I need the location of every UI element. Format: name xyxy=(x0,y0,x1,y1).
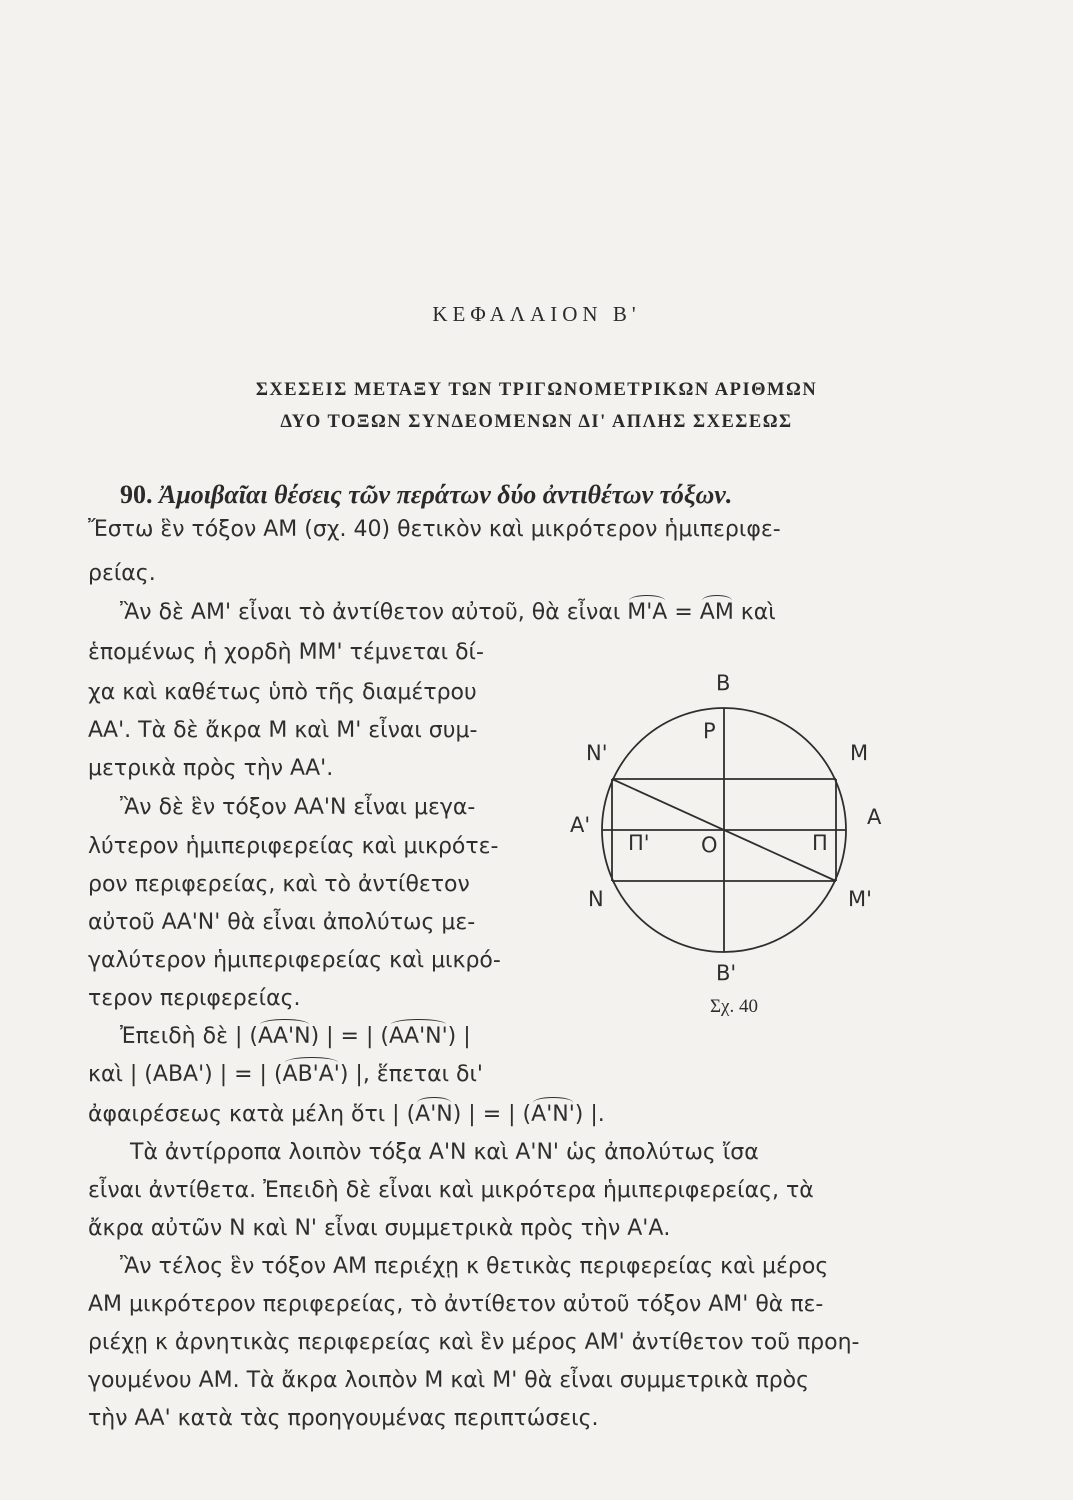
text-line: τερον περιφερείας. xyxy=(88,986,301,1011)
chapter-title-line-2: ΔΥΟ ΤΟΞΩΝ ΣΥΝΔΕΟΜΕΝΩΝ ΔΙ' ΑΠΛΗΣ ΣΧΕΣΕΩΣ xyxy=(280,412,793,432)
section-number: 90. xyxy=(120,480,153,509)
text-line: ἄκρα αὐτῶν Ν καὶ Ν' εἶναι συμμετρικὰ πρὸς τὴν Α'Α. xyxy=(88,1216,671,1241)
text-line xyxy=(88,1062,483,1087)
text-line: ρείας. xyxy=(88,561,156,586)
text-span: ) | xyxy=(447,1024,471,1049)
text-line: ἑπομένως ἡ χορδὴ ΜΜ' τέμνεται δί- xyxy=(88,640,484,665)
arc-notation: Α'Ν xyxy=(415,1102,453,1127)
text-line: μετρικὰ πρὸς τὴν ΑΑ'. xyxy=(88,756,334,781)
text-line: Ἂν τέλος ἓν τόξον ΑΜ περιέχῃ κ θετικὰς περιφερείας καὶ μέρος xyxy=(120,1254,829,1279)
text-span: ἀφαιρέσεως κατὰ μέλη ὅτι | ( xyxy=(88,1102,416,1127)
chapter-title-line-1: ΣΧΕΣΕΙΣ ΜΕΤΑΞΥ ΤΩΝ ΤΡΙΓΩΝΟΜΕΤΡΙΚΩΝ ΑΡΙΘΜΩΝ xyxy=(255,380,818,400)
text-line: Τὰ ἀντίρροπα λοιπὸν τόξα Α'Ν καὶ Α'Ν' ὡς ἀπολύτως ἴσα xyxy=(130,1140,759,1165)
text-line: Ἔστω ἓν τόξον ΑΜ (σχ. 40) θετικὸν καὶ μικρότερον ἡμιπεριφε- xyxy=(88,517,781,542)
label-M: Μ xyxy=(850,741,869,765)
figure-caption: Σχ. 40 xyxy=(710,996,758,1017)
text-line: λύτερον ἡμιπεριφερείας καὶ μικρότε- xyxy=(88,834,499,859)
arc-notation: ΑΑ'Ν' xyxy=(388,1024,448,1049)
label-A: Α xyxy=(867,805,882,829)
label-B: Β xyxy=(716,671,731,695)
text-span: Ἂν δὲ ΑΜ' εἶναι τὸ ἀντίθετον αὐτοῦ, θὰ εἶναι xyxy=(120,600,621,625)
section-heading xyxy=(120,480,732,510)
text-line: Ἂν δὲ ἓν τόξον ΑΑ'Ν εἶναι μεγα- xyxy=(120,795,476,820)
label-Pi: Π xyxy=(812,831,828,855)
text-line: γουμένου ΑΜ. Τὰ ἄκρα λοιπὸν Μ καὶ Μ' θὰ εἶναι συμμετρικὰ πρὸς xyxy=(88,1368,810,1393)
text-line: ΑΑ'. Τὰ δὲ ἄκρα Μ καὶ Μ' εἶναι συμ- xyxy=(88,718,478,743)
text-line: τὴν ΑΑ' κατὰ τὰς προηγουμένας περιπτώσεις. xyxy=(88,1406,599,1431)
arc-notation: Μ'Α xyxy=(627,600,668,625)
figure-40-diagram xyxy=(560,660,900,1030)
label-Pi-prime: Π' xyxy=(628,831,650,855)
text-line: εἶναι ἀντίθετα. Ἐπειδὴ δὲ εἶναι καὶ μικρότερα ἡμιπεριφερείας, τὰ xyxy=(88,1178,814,1203)
label-O: Ο xyxy=(701,833,718,857)
text-line: χα καὶ καθέτως ὑπὸ τῆς διαμέτρου xyxy=(88,680,477,705)
arc-notation: ΑΜ xyxy=(699,600,734,625)
text-line: ΑΜ μικρότερον περιφερείας, τὸ ἀντίθετον αὐτοῦ τόξον ΑΜ' θὰ πε- xyxy=(88,1292,824,1317)
label-B-prime: Β' xyxy=(716,961,737,985)
text-line: γαλύτερον ἡμιπεριφερείας καὶ μικρό- xyxy=(88,948,501,973)
label-N: Ν xyxy=(588,887,604,911)
text-line xyxy=(120,1024,471,1049)
text-line xyxy=(120,600,776,625)
label-A-prime: Α' xyxy=(570,813,591,837)
text-span: καὶ | (ΑΒΑ') | = | ( xyxy=(88,1062,283,1087)
text-span: ) |, ἕπεται δι' xyxy=(339,1062,483,1087)
text-span: ) |. xyxy=(574,1102,605,1127)
text-span: καὶ xyxy=(733,600,776,625)
text-span: = xyxy=(667,600,700,625)
chapter-heading: ΚΕΦΑΛΑΙΟΝ Β' xyxy=(432,302,641,326)
text-span: Ἐπειδὴ δὲ | ( xyxy=(120,1024,258,1049)
text-span: ) | = | ( xyxy=(452,1102,532,1127)
text-line: αὐτοῦ ΑΑ'Ν' θὰ εἶναι ἀπολύτως με- xyxy=(88,910,476,935)
text-line: ριέχῃ κ ἀρνητικὰς περιφερείας καὶ ἓν μέρος ΑΜ' ἀντίθετον τοῦ προη- xyxy=(88,1330,860,1355)
label-P: Ρ xyxy=(703,719,716,743)
arc-notation: Α'Ν' xyxy=(531,1102,575,1127)
label-M-prime: Μ' xyxy=(848,887,872,911)
text-span: ) | = | ( xyxy=(310,1024,389,1049)
text-line: ρον περιφερείας, καὶ τὸ ἀντίθετον xyxy=(88,872,470,897)
arc-notation: ΑΒ'Α' xyxy=(282,1062,340,1087)
text-line xyxy=(88,1102,605,1127)
label-N-prime: Ν' xyxy=(586,741,608,765)
arc-notation: ΑΑ'Ν xyxy=(257,1024,311,1049)
section-title: Ἀμοιβαῖαι θέσεις τῶν περάτων δύο ἀντιθέτων τόξων. xyxy=(159,480,733,509)
